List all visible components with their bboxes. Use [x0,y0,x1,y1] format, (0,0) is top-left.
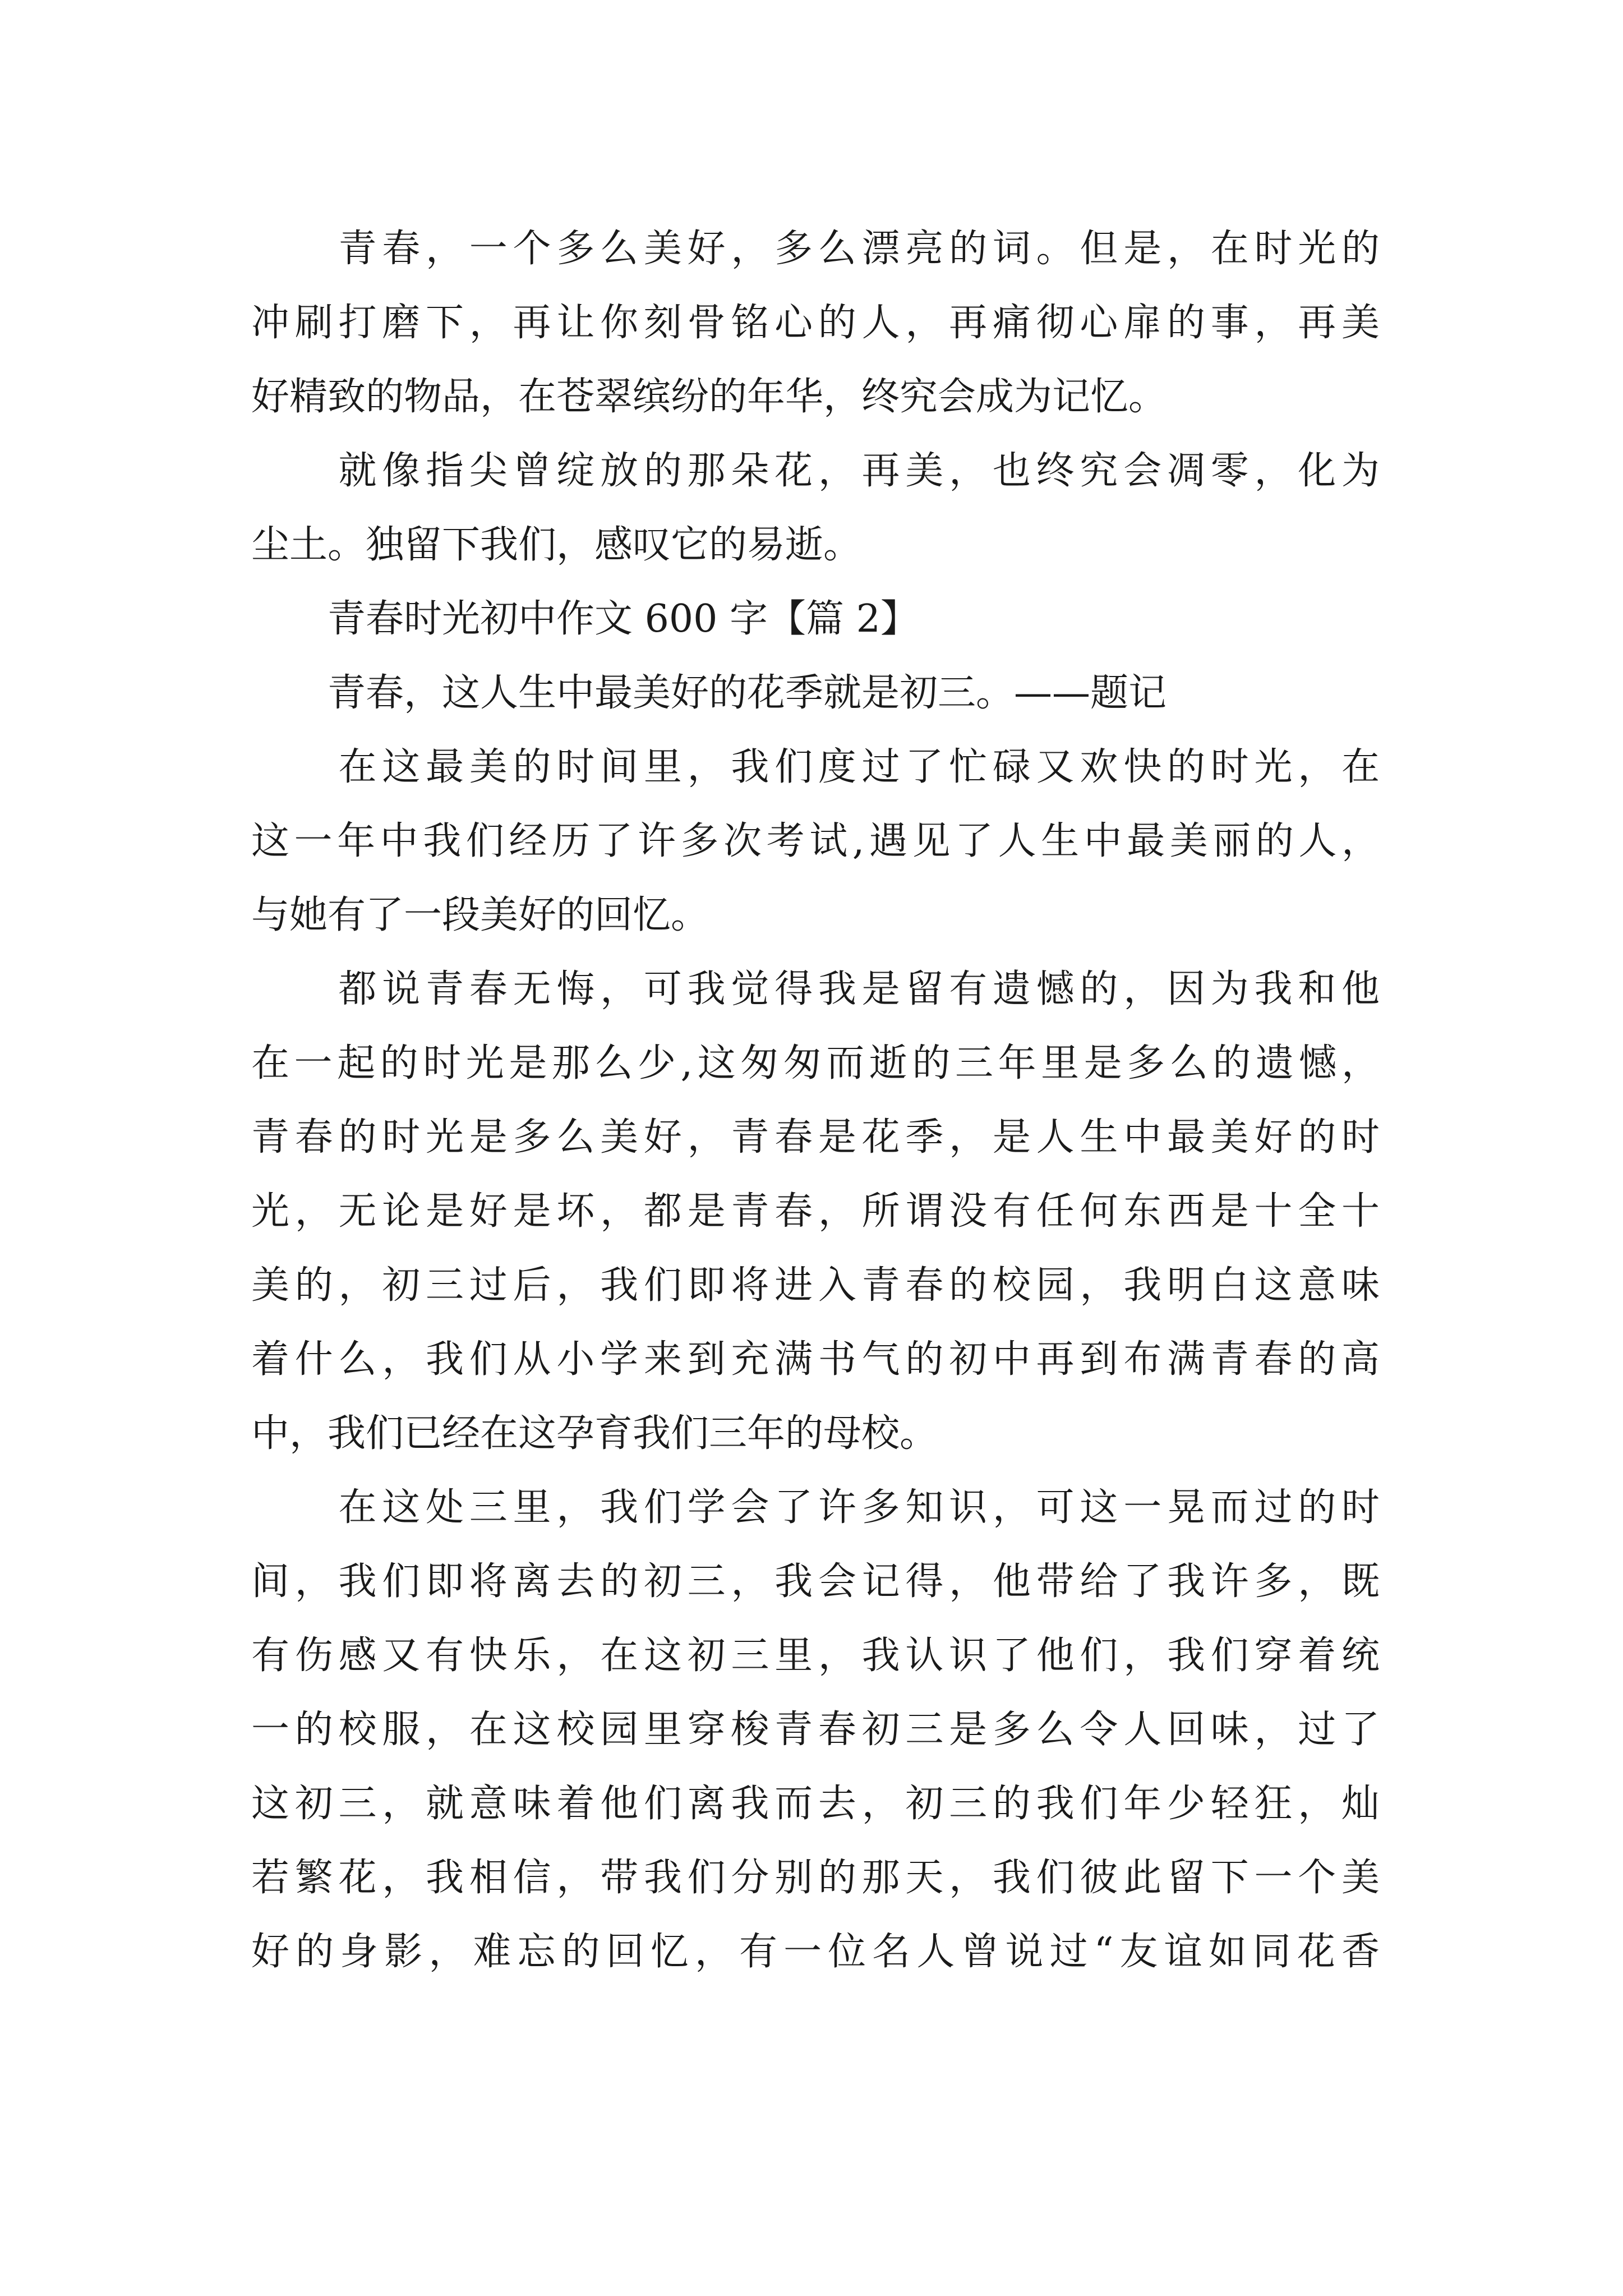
text-line: 着什么，我们从小学来到充满书气的初中再到布满青春的高 [251,1337,1380,1382]
text-line: 就像指尖曾绽放的那朵花，再美，也终究会凋零，化为 [251,449,1380,493]
text-line: 青春，这人生中最美好的花季就是初三。——题记 [251,671,1167,715]
text-line: 间，我们即将离去的初三，我会记得，他带给了我许多，既 [251,1559,1380,1604]
text-line: 美的，初三过后，我们即将进入青春的校园，我明白这意味 [251,1263,1380,1308]
text-line: 有伤感又有快乐，在这初三里，我认识了他们，我们穿着统 [251,1634,1380,1678]
text-line: 好的身影，难忘的回忆，有一位名人曾说过“友谊如同花香 [251,1930,1380,1974]
text-line: 都说青春无悔，可我觉得我是留有遗憾的，因为我和他 [251,967,1380,1011]
essay-body [251,212,1380,1989]
text-line: 在这最美的时间里，我们度过了忙碌又欢快的时光，在 [251,745,1380,789]
text-line: 一的校服，在这校园里穿梭青春初三是多么令人回味，过了 [251,1708,1380,1752]
text-line: 这一年中我们经历了许多次考试,遇见了人生中最美丽的人， [251,819,1380,863]
text-line: 若繁花，我相信，带我们分别的那天，我们彼此留下一个美 [251,1856,1380,1900]
text-line: 在一起的时光是那么少,这匆匆而逝的三年里是多么的遗憾， [251,1041,1380,1085]
text-line: 好精致的物品，在苍翠缤纷的年华，终究会成为记忆。 [251,375,1167,419]
text-line: 尘土。独留下我们，感叹它的易逝。 [251,523,862,567]
text-line: 青春的时光是多么美好，青春是花季，是人生中最美好的时 [251,1115,1380,1159]
text-line: 青春，一个多么美好，多么漂亮的词。但是，在时光的 [251,227,1380,271]
text-line: 与她有了一段美好的回忆。 [251,893,709,937]
text-line: 中，我们已经在这孕育我们三年的母校。 [251,1411,938,1456]
text-line: 在这处三里，我们学会了许多知识，可这一晃而过的时 [251,1485,1380,1530]
text-line: 冲刷打磨下，再让你刻骨铭心的人，再痛彻心扉的事，再美 [251,301,1380,345]
text-line: 这初三，就意味着他们离我而去，初三的我们年少轻狂，灿 [251,1782,1380,1826]
text-line: 光，无论是好是坏，都是青春，所谓没有任何东西是十全十 [251,1189,1380,1234]
text-line: 青春时光初中作文 600 字【篇 2】 [251,597,919,641]
